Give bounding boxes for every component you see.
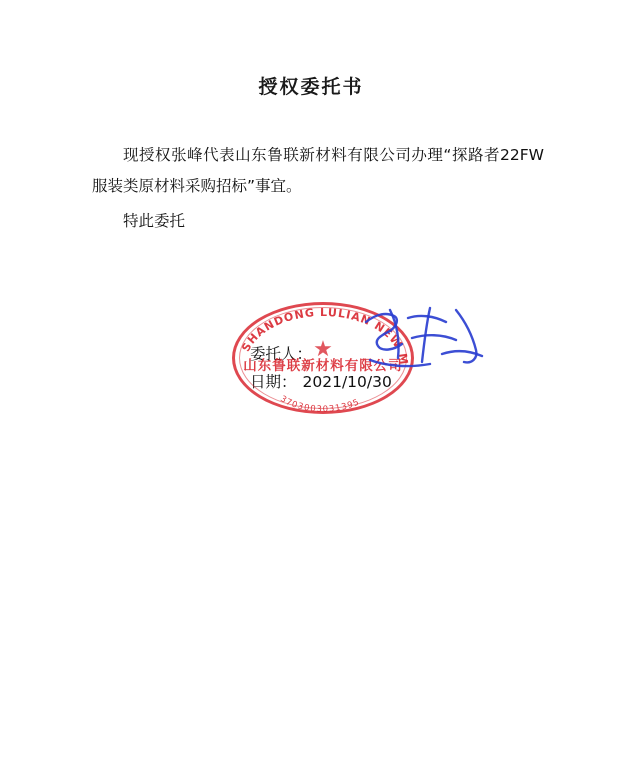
seal-center-text: 山东鲁联新材料有限公司	[243, 358, 403, 374]
page-title: 授权委托书	[258, 76, 364, 98]
date-label: 日期：	[250, 373, 297, 391]
seal-code-text: 3703003031395	[278, 394, 362, 415]
date-value: 2021/10/30	[302, 373, 392, 391]
principal-label: 委托人：	[250, 345, 313, 363]
seal-arc-text: SHANDONG LULIAN NEW MATERIAL COMPANY	[226, 292, 411, 367]
seal-star-icon: ★	[313, 336, 333, 362]
principal-line	[250, 336, 392, 368]
paragraph-closing: 特此委托	[123, 212, 186, 230]
document-body	[92, 140, 544, 239]
paragraph-authorization: 现授权张峰代表山东鲁联新材料有限公司办理“探路者22FW 服装类原材料采购招标”事宜。	[92, 146, 544, 195]
date-line	[250, 368, 392, 396]
signature-block	[250, 336, 392, 396]
